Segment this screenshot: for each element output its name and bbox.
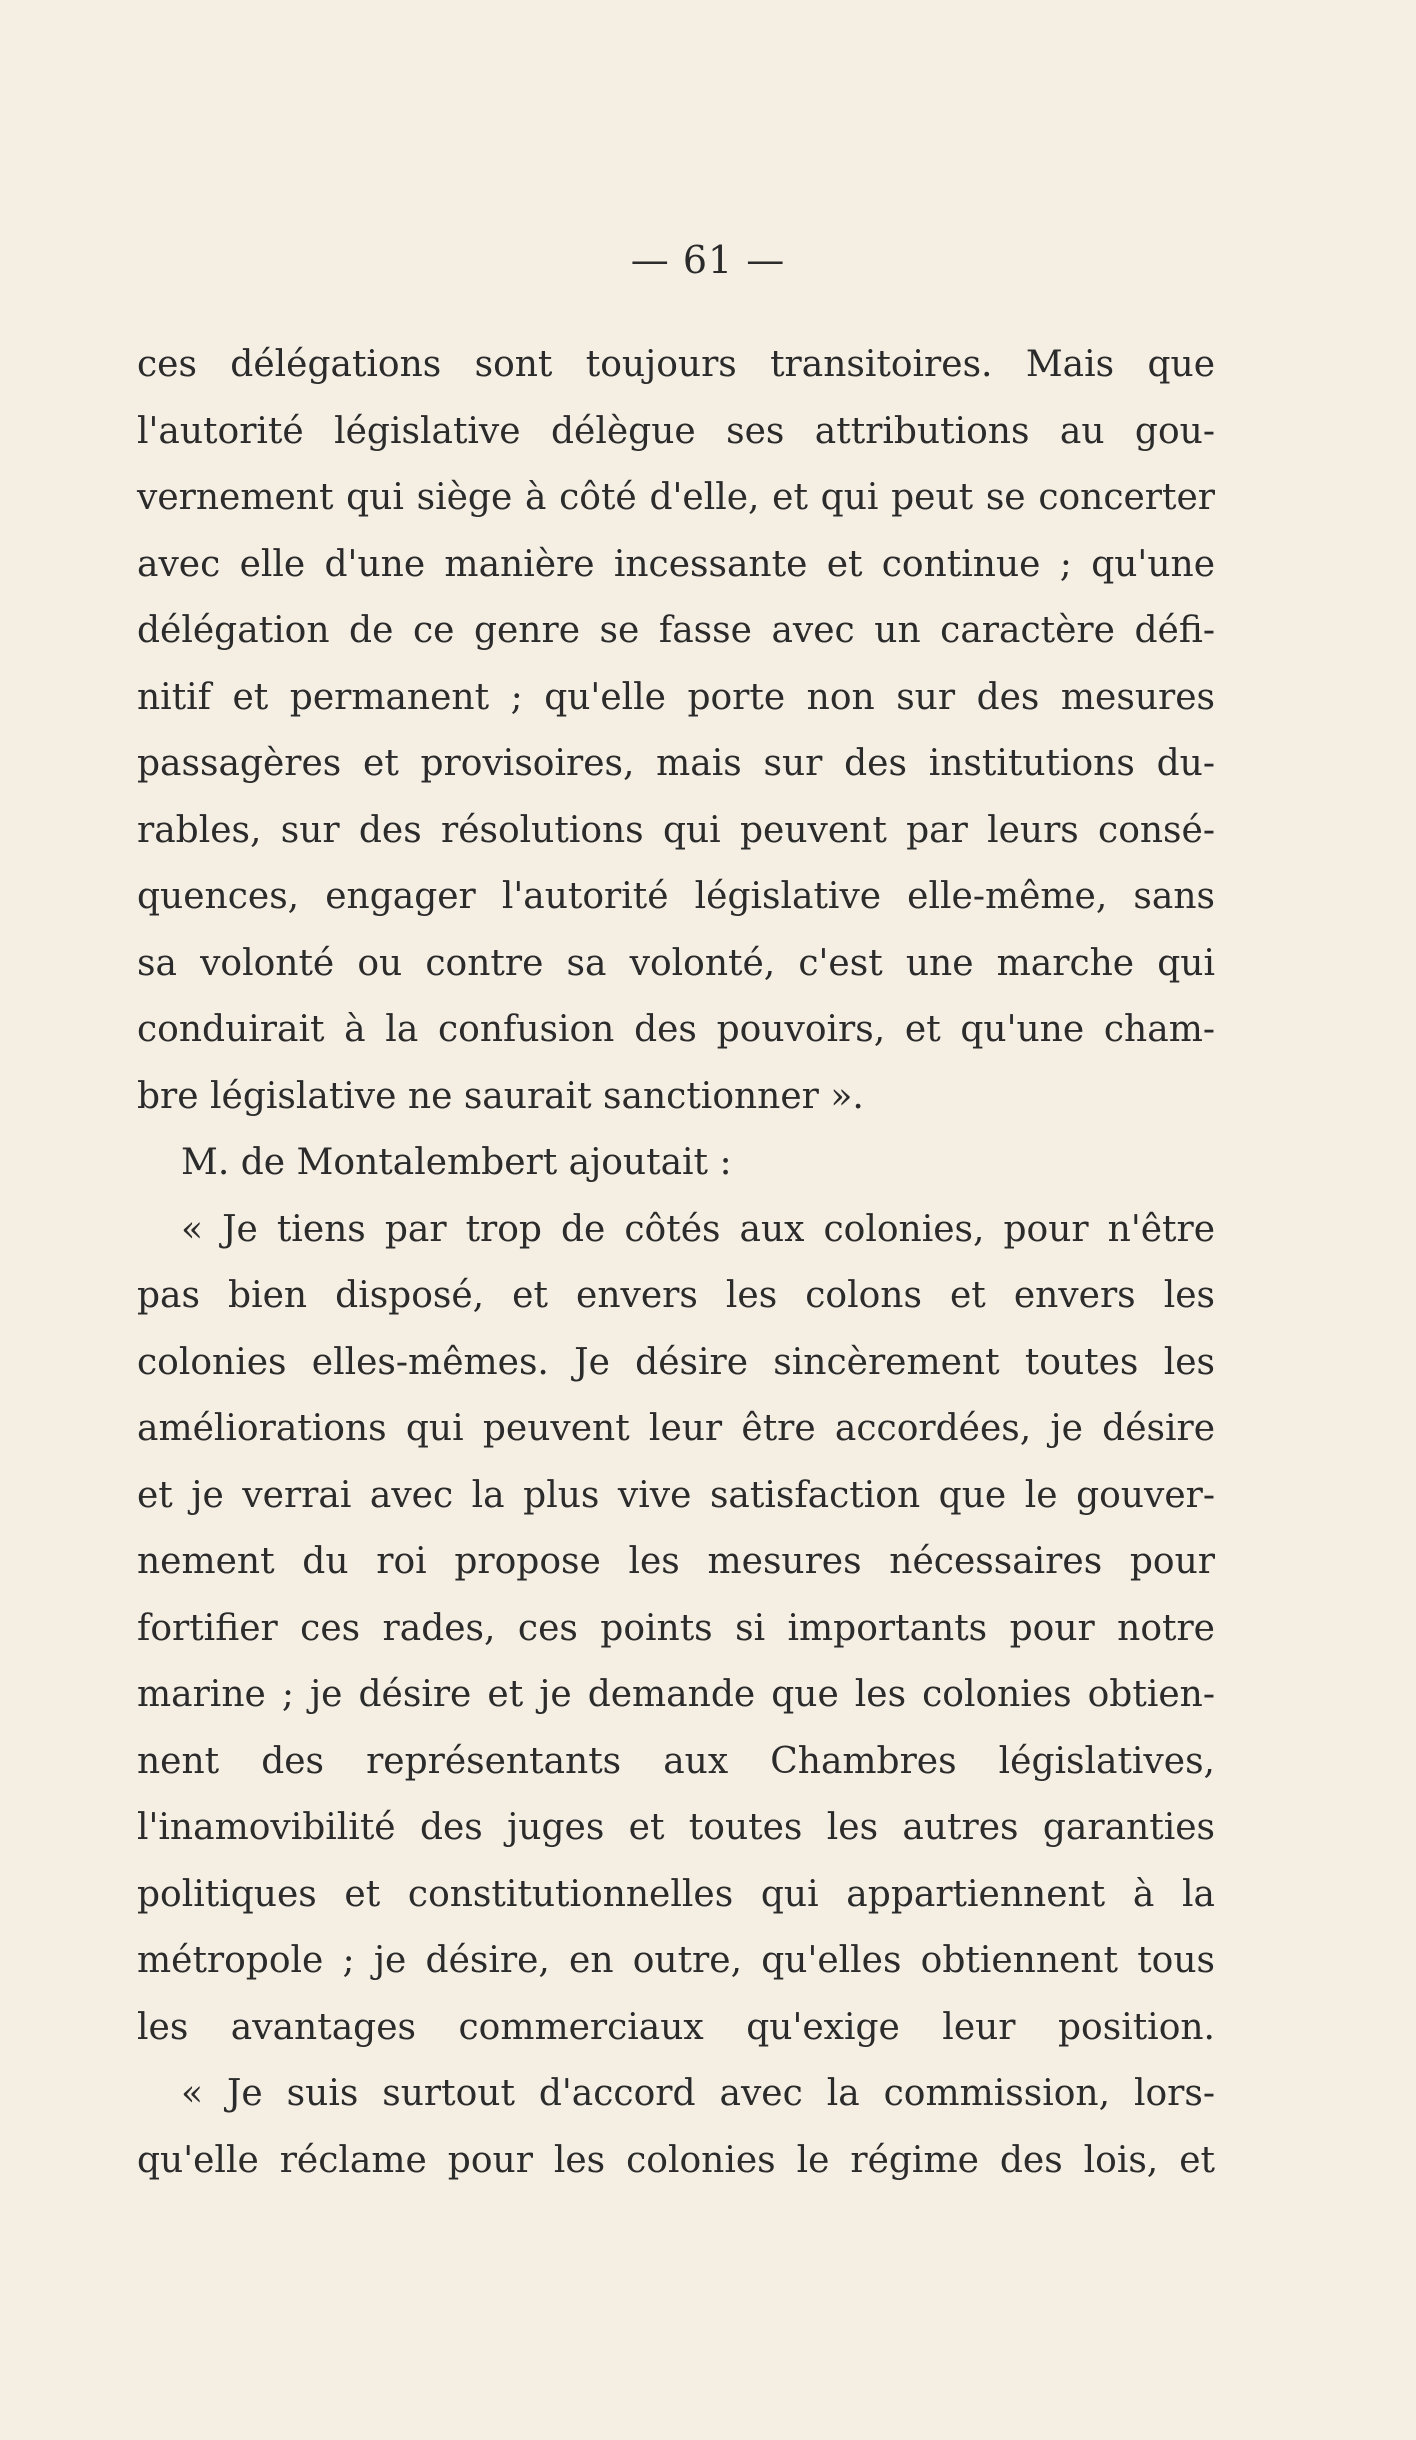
text-line: l'inamovibilité des juges et toutes les autres garanties	[137, 1807, 1215, 1848]
text-line: sa volonté ou contre sa volonté, c'est une marche qui	[137, 942, 1215, 984]
text-line: fortifier ces rades, ces points si importants pour notre	[137, 1607, 1215, 1649]
text-line: et je verrai avec la plus vive satisfaction que le gouver-	[137, 1474, 1215, 1516]
text-line: avec elle d'une manière incessante et continue ; qu'une	[137, 543, 1215, 585]
text-line: rables, sur des résolutions qui peuvent par leurs consé-	[137, 809, 1215, 851]
body-text	[137, 332, 1215, 2194]
text-line: quences, engager l'autorité législative elle-même, sans	[137, 876, 1215, 917]
text-line: politiques et constitutionnelles qui appartiennent à la	[137, 1873, 1215, 1915]
text-line: nent des représentants aux Chambres législatives,	[137, 1740, 1215, 1782]
text-line: « Je tiens par trop de côtés aux colonies, pour n'être	[181, 1208, 1215, 1250]
text-line: conduirait à la confusion des pouvoirs, et qu'une cham-	[137, 1009, 1215, 1050]
text-line: bre législative ne saurait sanctionner ».	[137, 1075, 864, 1117]
text-line: passagères et provisoires, mais sur des institutions du-	[137, 743, 1215, 784]
text-line: nitif et permanent ; qu'elle porte non sur des mesures	[137, 676, 1215, 718]
text-line: les avantages commerciaux qu'exige leur position.	[137, 2006, 1215, 2048]
text-line: améliorations qui peuvent leur être accordées, je désire	[137, 1408, 1215, 1449]
text-line: délégation de ce genre se fasse avec un caractère défi-	[137, 610, 1215, 651]
text-line: pas bien disposé, et envers les colons et envers les	[137, 1275, 1215, 1316]
text-line: colonies elles-mêmes. Je désire sincèrement toutes les	[137, 1341, 1215, 1383]
text-line: nement du roi propose les mesures nécessaires pour	[137, 1541, 1215, 1582]
text-line: métropole ; je désire, en outre, qu'elles obtiennent tous	[137, 1940, 1215, 1981]
text-line: « Je suis surtout d'accord avec la commission, lors-	[181, 2073, 1215, 2114]
text-line: vernement qui siège à côté d'elle, et qui peut se concerter	[137, 477, 1215, 518]
text-line: ces délégations sont toujours transitoires. Mais que	[137, 344, 1215, 385]
page-number: — 61 —	[630, 238, 786, 282]
text-line: M. de Montalembert ajoutait :	[181, 1142, 732, 1183]
text-line: qu'elle réclame pour les colonies le régime des lois, et	[137, 2139, 1215, 2181]
text-line: l'autorité législative délègue ses attributions au gou-	[137, 410, 1215, 452]
text-line: marine ; je désire et je demande que les colonies obtien-	[137, 1674, 1215, 1715]
